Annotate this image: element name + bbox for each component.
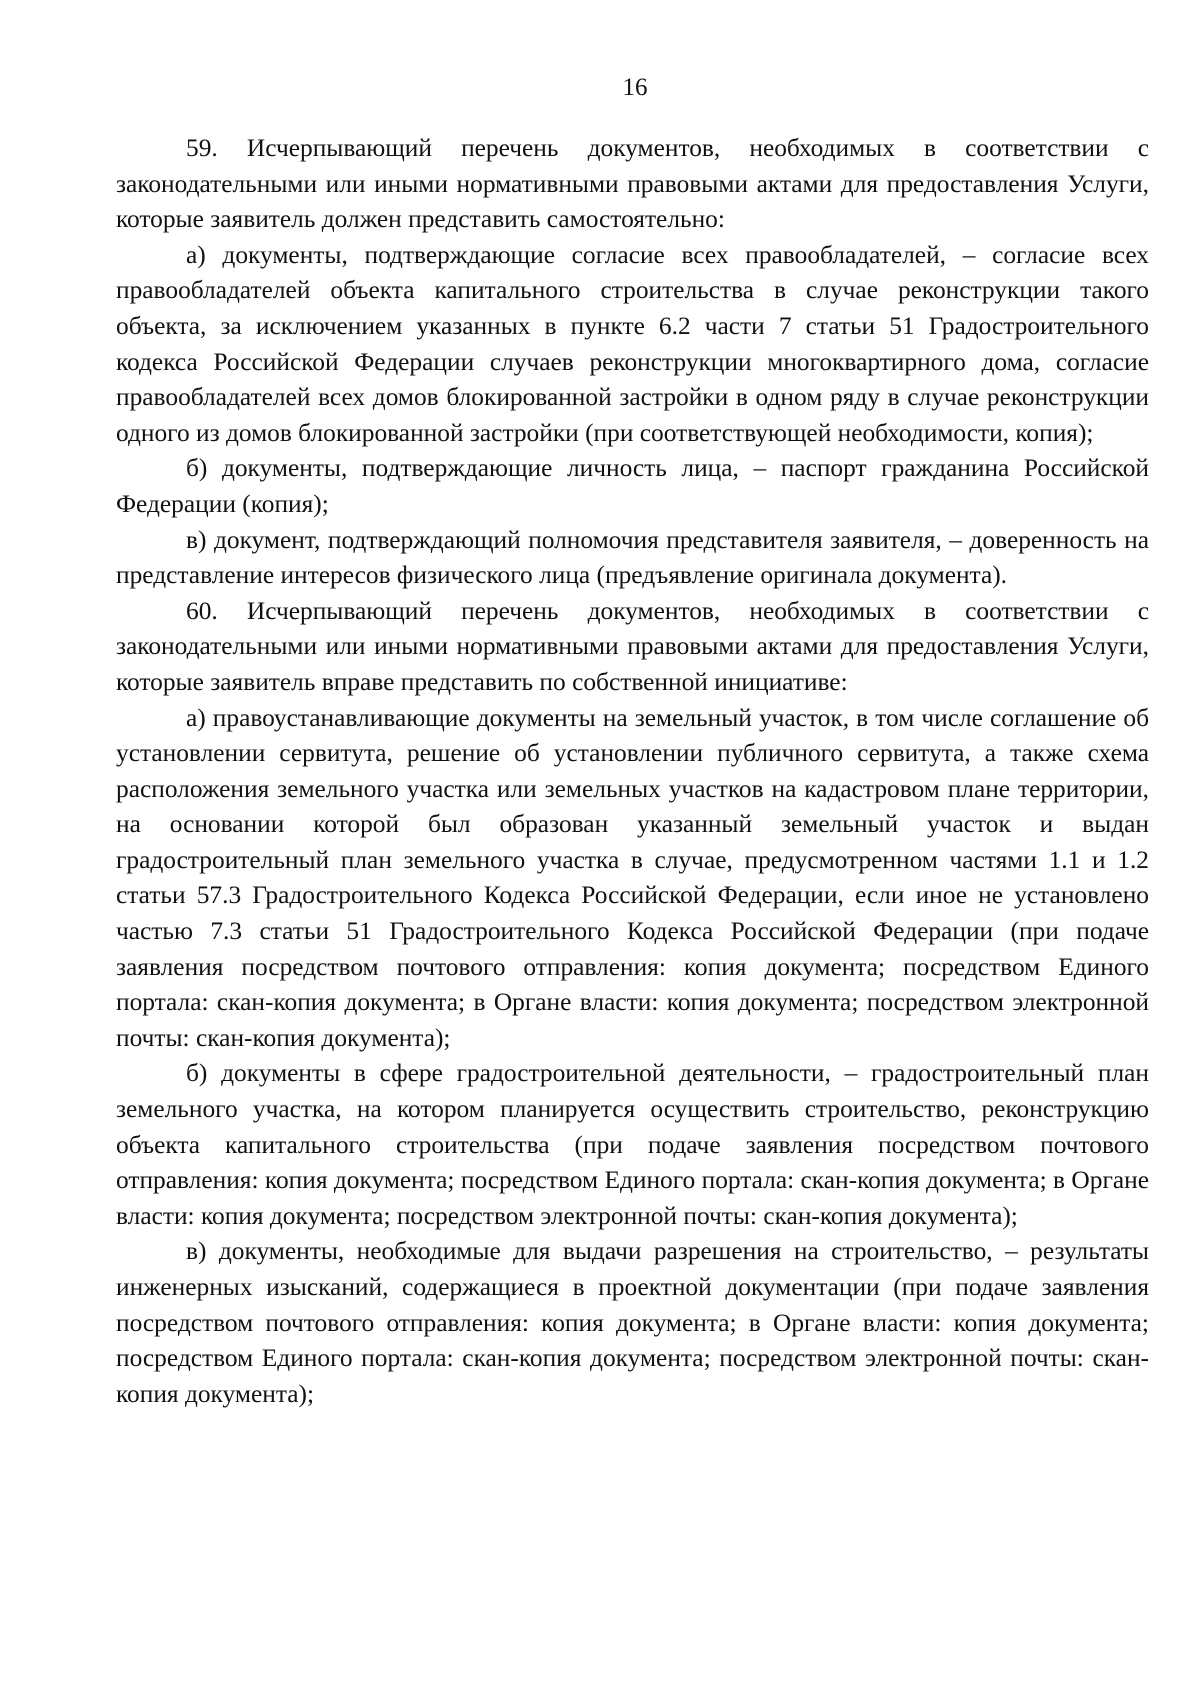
paragraph-60-b: б) документы в сфере градостроительной деятельности, – градостроительный план земельного участка, на котором планируется осуществить строительство, реконструкцию объекта капитального строительства (при подаче заявления посредством почтового отправления: копия документа; посредством Единого портала: скан-копия документа; в Органе власти: копия документа; посредством электронной почты: скан-копия документа); [116,1059,1149,1230]
paragraph-60: 60. Исчерпывающий перечень документов, необходимых в соответствии с законодательными или иными нормативными правовыми актами для предоставления Услуги, которые заявитель вправе представить по собственной инициативе: [116,596,1149,696]
page-number: 16 [622,74,648,101]
paragraph-60-a: а) правоустанавливающие документы на земельный участок, в том числе соглашение об установлении сервитута, решение об установлении публичного сервитута, а также схема расположения земельного участка или земельных участков на кадастровом плане территории, на основании которой был образован указанный земельный участок и выдан градостроительный план земельного участка в случае, предусмотренном частями 1.1 и 1.2 статьи 57.3 Градостроительного Кодекса Российской Федерации, если иное не установлено частью 7.3 статьи 51 Градостроительного Кодекса Российской Федерации (при подаче заявления посредством почтового отправления: копия документа; посредством Единого портала: скан-копия документа; в Органе власти: копия документа; посредством электронной почты: скан-копия документа); [116,703,1149,1052]
paragraph-59-b: б) документы, подтверждающие личность лица, – паспорт гражданина Российской Федерации (копия); [116,454,1149,518]
paragraph-59: 59. Исчерпывающий перечень документов, необходимых в соответствии с законодательными или иными нормативными правовыми актами для предоставления Услуги, которые заявитель должен представить самостоятельно: [116,134,1149,234]
document-body [116,131,1149,1412]
paragraph-59-a: а) документы, подтверждающие согласие всех правообладателей, – согласие всех правообладателей объекта капитального строительства в случае реконструкции такого объекта, за исключением указанных в пункте 6.2 части 7 статьи 51 Градостроительного кодекса Российской Федерации случаев реконструкции многоквартирного дома, согласие правообладателей всех домов блокированной застройки в одном ряду в случае реконструкции одного из домов блокированной застройки (при соответствующей необходимости, копия); [116,240,1149,447]
paragraph-59-v: в) документ, подтверждающий полномочия представителя заявителя, – доверенность на представление интересов физического лица (предъявление оригинала документа). [116,525,1149,590]
paragraph-60-v: в) документы, необходимые для выдачи разрешения на строительство, – результаты инженерных изысканий, содержащиеся в проектной документации (при подаче заявления посредством почтового отправления: копия документа; в Органе власти: копия документа; посредством Единого портала: скан-копия документа; посредством электронной почты: скан-копия документа); [116,1237,1149,1408]
